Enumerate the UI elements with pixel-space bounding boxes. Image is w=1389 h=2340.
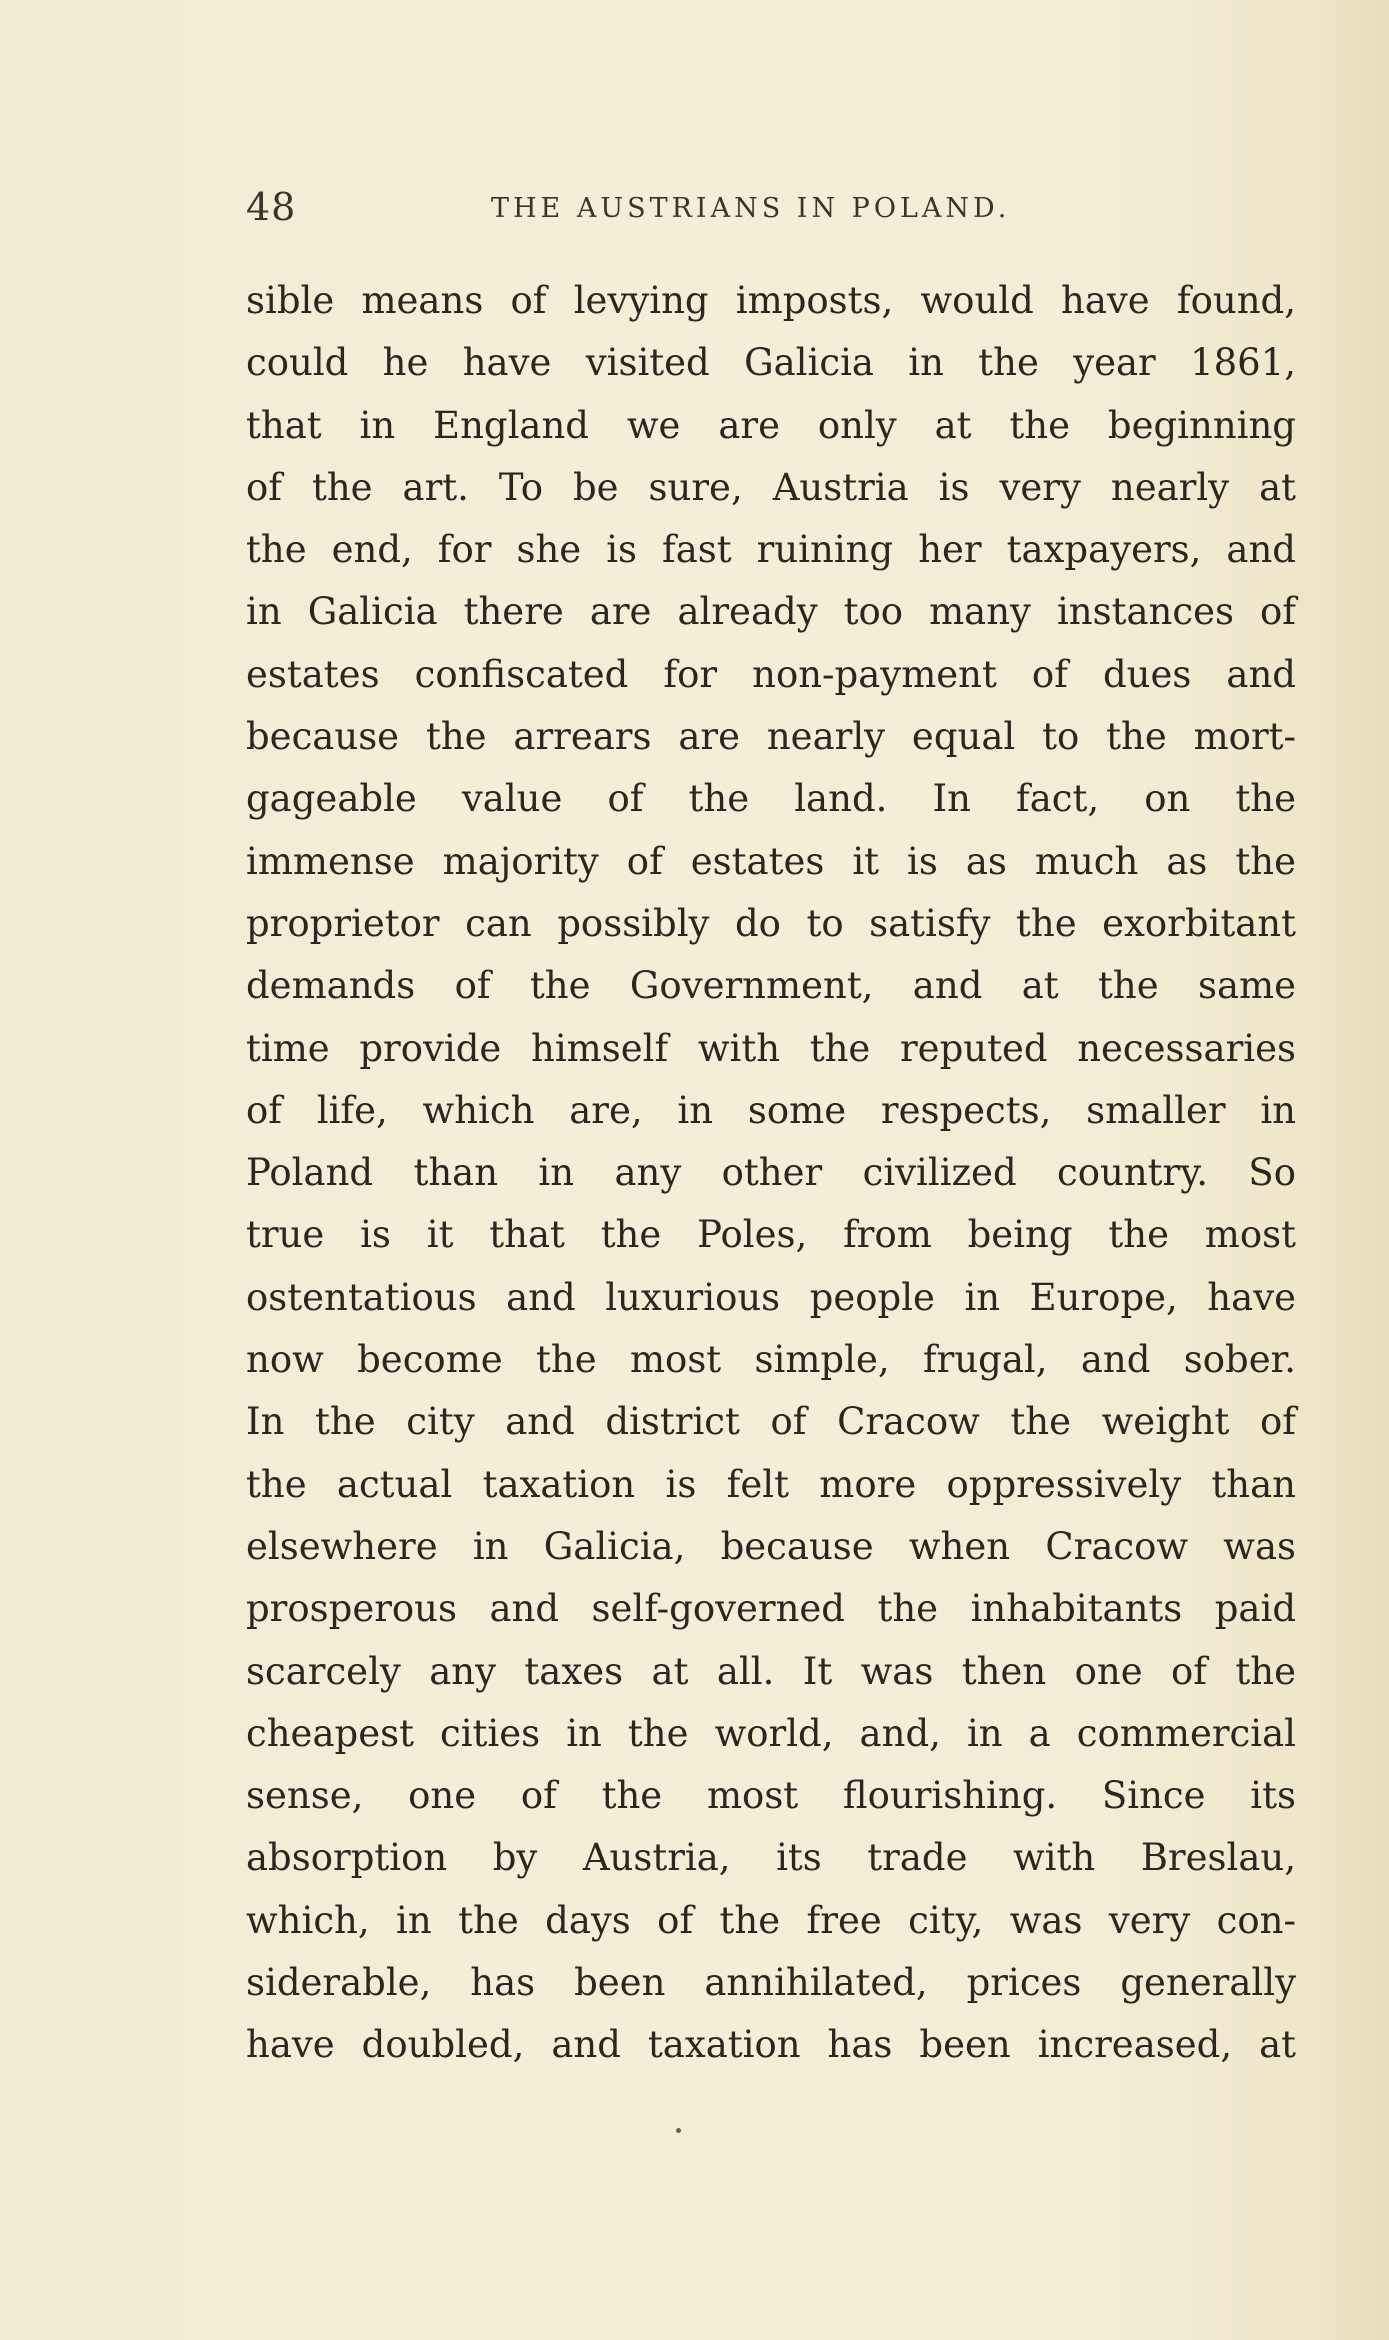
- text-line: have doubled, and taxation has been increased, at: [246, 2023, 1296, 2067]
- text-line: cheapest cities in the world, and, in a commercial: [246, 1711, 1296, 1755]
- text-line: prosperous and self-governed the inhabitants paid: [246, 1587, 1296, 1631]
- text-line: sible means of levying imposts, would have found,: [246, 279, 1296, 322]
- text-line: absorption by Austria, its trade with Breslau,: [246, 1836, 1296, 1880]
- text-line: gageable value of the land. In fact, on the: [246, 777, 1296, 821]
- page-number: 48: [246, 185, 297, 229]
- text-line: sense, one of the most flourishing. Since its: [246, 1774, 1296, 1818]
- text-line: estates confiscated for non-payment of dues and: [246, 652, 1296, 696]
- text-line: ostentatious and luxurious people in Europe, have: [246, 1275, 1296, 1319]
- text-line: because the arrears are nearly equal to the mort-: [246, 715, 1296, 759]
- text-line: the actual taxation is felt more oppressively than: [246, 1462, 1296, 1506]
- text-line: immense majority of estates it is as much as the: [246, 839, 1296, 883]
- body-text: [246, 270, 1296, 2077]
- text-line: that in England we are only at the beginning: [246, 403, 1296, 447]
- text-line: scarcely any taxes at all. It was then one of the: [246, 1649, 1296, 1693]
- text-line: of the art. To be sure, Austria is very nearly at: [246, 465, 1296, 509]
- text-line: could he have visited Galicia in the year 1861,: [246, 341, 1296, 385]
- text-line: the end, for she is fast ruining her taxpayers, and: [246, 528, 1296, 572]
- text-line: elsewhere in Galicia, because when Cracow was: [246, 1524, 1296, 1568]
- text-line: In the city and district of Cracow the weight of: [246, 1400, 1296, 1444]
- running-head: [246, 185, 1046, 235]
- text-line: demands of the Government, and at the same: [246, 964, 1296, 1008]
- text-line: time provide himself with the reputed necessaries: [246, 1026, 1296, 1070]
- text-line: which, in the days of the free city, was very con-: [246, 1898, 1296, 1942]
- text-line: siderable, has been annihilated, prices generally: [246, 1961, 1296, 2005]
- running-title: THE AUSTRIANS IN POLAND.: [491, 193, 1011, 224]
- text-line: of life, which are, in some respects, smaller in: [246, 1088, 1296, 1132]
- text-line: now become the most simple, frugal, and sober.: [246, 1338, 1296, 1382]
- text-line: true is it that the Poles, from being the most: [246, 1213, 1296, 1257]
- text-line: proprietor can possibly do to satisfy the exorbitant: [246, 901, 1296, 945]
- text-line: Poland than in any other civilized country. So: [246, 1151, 1296, 1195]
- text-line: in Galicia there are already too many instances of: [246, 590, 1296, 634]
- ink-speck: [676, 2128, 681, 2133]
